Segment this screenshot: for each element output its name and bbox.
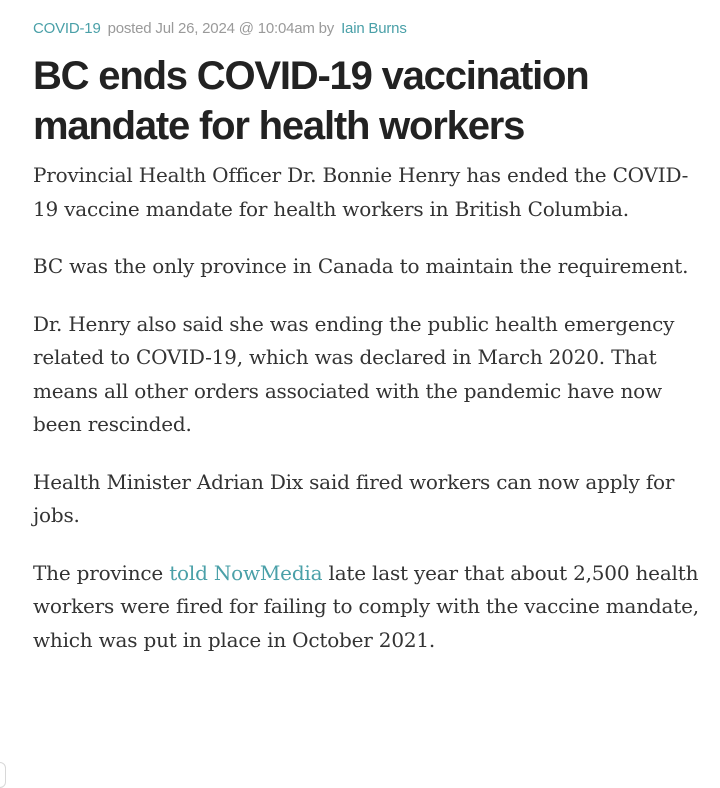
- paragraph: BC was the only province in Canada to maintain the requirement.: [33, 254, 689, 278]
- paragraph-text: late last year that about 2,500 health workers were fired for failing to comply with the vaccine mandate, which was put in place in October 2021.: [33, 560, 699, 652]
- article-body: [33, 159, 713, 657]
- article-meta: [33, 14, 713, 44]
- nowmedia-link[interactable]: told NowMedia: [169, 560, 323, 585]
- category-link[interactable]: COVID-19: [33, 20, 101, 37]
- article: [33, 14, 713, 681]
- paragraph: Health Minister Adrian Dix said fired workers can now apply for jobs.: [33, 469, 675, 527]
- paragraph: Provincial Health Officer Dr. Bonnie Henry has ended the COVID-19 vaccine mandate for health workers in British Columbia.: [33, 163, 689, 221]
- edge-handle: [0, 762, 6, 788]
- paragraph-with-link: [33, 557, 713, 658]
- paragraph: Dr. Henry also said she was ending the public health emergency related to COVID-19, which was declared in March 2020. That means all other orders associated with the pandemic have now been rescinded.: [33, 311, 675, 436]
- posted-date: posted Jul 26, 2024 @ 10:04am by: [107, 20, 335, 37]
- article-title: BC ends COVID-19 vaccination mandate for health workers: [33, 54, 589, 148]
- paragraph-text: The province: [33, 560, 170, 585]
- author-link[interactable]: Iain Burns: [341, 20, 407, 37]
